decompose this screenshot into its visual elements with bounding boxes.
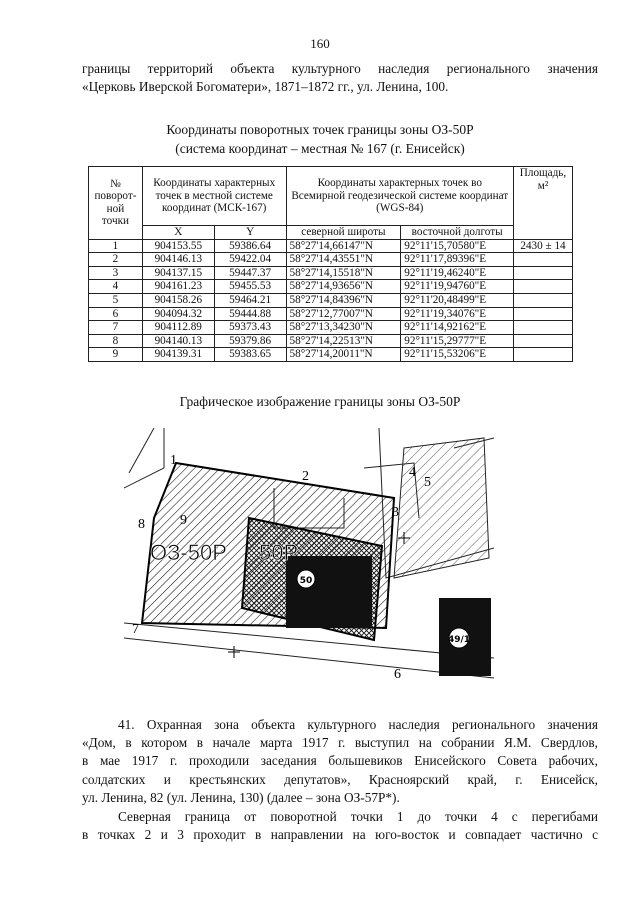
y-cell: 59379.86: [214, 334, 286, 348]
point-no-cell: 2: [89, 253, 143, 267]
point-label-6: 6: [394, 667, 401, 682]
point-no-cell: 7: [89, 321, 143, 335]
intro-paragraph: [82, 60, 598, 96]
neighbor-building: [439, 598, 491, 676]
point-no-cell: 4: [89, 280, 143, 294]
x-cell: 904153.55: [142, 239, 214, 253]
lat-cell: 58°27'14,43551"N: [286, 253, 401, 267]
lat-cell: 58°27'14,20011"N: [286, 348, 401, 362]
point-no-cell: 3: [89, 266, 143, 280]
y-cell: 59422.04: [214, 253, 286, 267]
zone-label-partial: 50Р: [259, 540, 299, 565]
area-cell: 2430 ± 14: [514, 239, 573, 253]
zone-label-main: ОЗ-50Р: [150, 540, 227, 565]
x-cell: 904094.32: [142, 307, 214, 321]
point-no-cell: 1: [89, 239, 143, 253]
continuation-line-2: в точках 2 и 3 проходит в направлении на юго-восток и совпадает частично с: [82, 827, 598, 843]
table-row: [89, 253, 573, 267]
area-cell: [514, 293, 573, 307]
continuation-line-1: Северная граница от поворотной точки 1 до точки 4 с перегибами: [118, 809, 598, 824]
x-cell: 904112.89: [142, 321, 214, 335]
lon-cell: 92°11'17,89396"E: [401, 253, 514, 267]
neighbor-label: 49/1: [447, 635, 471, 645]
section-41-paragraph: [82, 716, 598, 807]
lon-cell: 92°11'15,53206"E: [401, 348, 514, 362]
intro-line-2: «Церковь Иверской Богоматери», 1871–1872 гг., ул. Ленина, 100.: [82, 79, 449, 95]
x-cell: 904140.13: [142, 334, 214, 348]
point-no-cell: 9: [89, 348, 143, 362]
x-cell: 904137.15: [142, 266, 214, 280]
area-cell: [514, 321, 573, 335]
point-no-cell: 5: [89, 293, 143, 307]
header-lat: северной широты: [286, 226, 401, 240]
area-cell: [514, 307, 573, 321]
area-cell: [514, 280, 573, 294]
table-title-line-2: (система координат – местная № 167 (г. Енисейск): [175, 141, 465, 156]
lon-cell: 92°11'19,94760"E: [401, 280, 514, 294]
neighbor-hatched-lot: [394, 438, 489, 578]
intro-line-1: границы территорий объекта культурного наследия регионального значения: [82, 61, 598, 76]
x-cell: 904158.26: [142, 293, 214, 307]
point-label-9: 9: [180, 513, 187, 528]
section-41-line-3: в мае 1917 г. проходили заседания большевиков Енисейского Совета рабочих,: [82, 753, 598, 769]
area-cell: [514, 334, 573, 348]
y-cell: 59444.88: [214, 307, 286, 321]
x-cell: 904146.13: [142, 253, 214, 267]
header-point-no: № поворот-ной точки: [89, 167, 143, 240]
lat-cell: 58°27'14,93656"N: [286, 280, 401, 294]
lon-cell: 92°11'19,34076"E: [401, 307, 514, 321]
y-cell: 59373.43: [214, 321, 286, 335]
point-label-1: 1: [170, 453, 177, 468]
table-row: [89, 334, 573, 348]
lat-cell: 58°27'12,77007"N: [286, 307, 401, 321]
point-label-7: 7: [132, 622, 139, 637]
point-label-2: 2: [302, 469, 309, 484]
x-cell: 904139.31: [142, 348, 214, 362]
map-title: Графическое изображение границы зоны ОЗ-50Р: [179, 394, 461, 409]
point-label-3: 3: [392, 505, 399, 520]
table-row: [89, 321, 573, 335]
table-row: [89, 239, 573, 253]
y-cell: 59386.64: [214, 239, 286, 253]
table-title-line-1: Координаты поворотных точек границы зоны ОЗ-50Р: [166, 122, 474, 137]
point-label-5: 5: [424, 475, 431, 490]
header-lon: восточной долготы: [401, 226, 514, 240]
table-row: [89, 293, 573, 307]
zone-boundary-map: [124, 428, 494, 690]
header-area: Площадь, м²: [514, 167, 573, 240]
section-41-line-5: ул. Ленина, 82 (ул. Ленина, 130) (далее – зона ОЗ-57Р*).: [82, 789, 400, 805]
y-cell: 59383.65: [214, 348, 286, 362]
page-number: 160: [310, 36, 330, 51]
church-building: [286, 556, 372, 628]
section-41-line-4: солдатских и крестьянских депутатов», Красноярский край, г. Енисейск,: [82, 771, 598, 787]
y-cell: 59455.53: [214, 280, 286, 294]
area-cell: [514, 348, 573, 362]
y-cell: 59447.37: [214, 266, 286, 280]
lat-cell: 58°27'14,15518"N: [286, 266, 401, 280]
point-label-8: 8: [138, 517, 145, 532]
lon-cell: 92°11'14,92162"E: [401, 321, 514, 335]
section-41-line-1: 41. Охранная зона объекта культурного наследия регионального значения: [118, 717, 598, 732]
y-cell: 59464.21: [214, 293, 286, 307]
lon-cell: 92°11'20,48499"E: [401, 293, 514, 307]
table-title: [0, 120, 640, 158]
section-41-continuation: [82, 808, 598, 844]
coordinates-table: [88, 166, 573, 362]
lon-cell: 92°11'15,29777"E: [401, 334, 514, 348]
area-cell: [514, 253, 573, 267]
lat-cell: 58°27'14,22513"N: [286, 334, 401, 348]
lon-cell: 92°11'15,70580"E: [401, 239, 514, 253]
header-local-coords: Координаты характерных точек в местной системе координат (МСК-167): [142, 167, 286, 226]
header-x: X: [142, 226, 214, 240]
header-wgs-coords: Координаты характерных точек во Всемирной геодезической системе координат (WGS-84): [286, 167, 514, 226]
point-no-cell: 8: [89, 334, 143, 348]
section-41-line-2: «Дом, в котором в начале марта 1917 г. выступил на собрании Я.М. Свердлов,: [82, 735, 598, 751]
point-label-4: 4: [409, 465, 416, 480]
table-row: [89, 307, 573, 321]
lat-cell: 58°27'14,66147"N: [286, 239, 401, 253]
table-row: [89, 280, 573, 294]
lon-cell: 92°11'19,46240"E: [401, 266, 514, 280]
lat-cell: 58°27'14,84396"N: [286, 293, 401, 307]
x-cell: 904161.23: [142, 280, 214, 294]
area-cell: [514, 266, 573, 280]
lat-cell: 58°27'13,34230"N: [286, 321, 401, 335]
table-row: [89, 348, 573, 362]
object-label: 50: [299, 576, 313, 586]
header-y: Y: [214, 226, 286, 240]
table-row: [89, 266, 573, 280]
point-no-cell: 6: [89, 307, 143, 321]
